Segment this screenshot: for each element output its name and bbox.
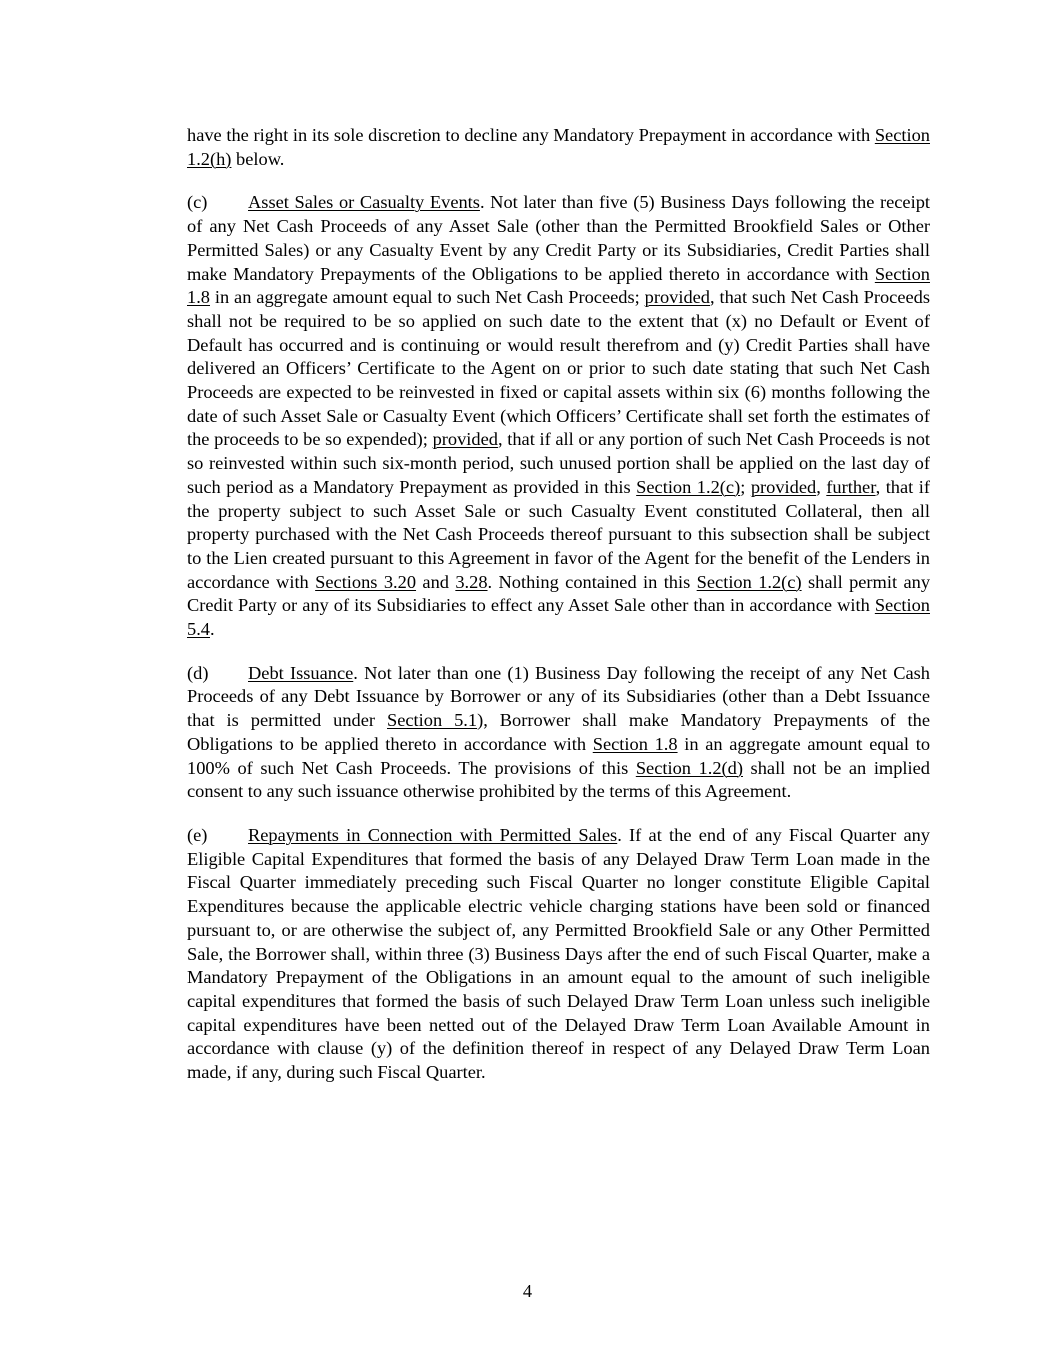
underlined-term: provided: [750, 476, 817, 497]
section-reference: 3.28: [455, 571, 488, 592]
document-body: [187, 124, 930, 1105]
text-run: . If at the end of any Fiscal Quarter any Eligible Capital Expenditures that formed the basis of any Delayed Draw Term Loan made in the Fiscal Quarter immediately preceding such Fiscal Quarter no longer constitute Eligible Capital Expenditures because the applicable electric vehicle charging stations have been sold or financed pursuant to, or are otherwise the subject of, any Permitted Brookfield Sale or any Other Permitted Sale, the Borrower shall, within three (3) Business Days after the end of such Fiscal Quarter, make a Mandatory Prepayment of the Obligations in an amount equal to the amount of such ineligible capital expenditures that formed the basis of such Delayed Draw Term Loan unless such ineligible capital expenditures have been netted out of the Delayed Draw Term Loan Available Amount in accordance with clause (y) of the definition thereof in respect of any Delayed Draw Term Loan made, if any, during such Fiscal Quarter.: [187, 824, 930, 1083]
clause-heading: Debt Issuance: [248, 662, 354, 683]
text-run: .: [210, 619, 215, 640]
section-reference: Sections 3.20: [315, 571, 417, 592]
section-reference: Section 5.1: [387, 710, 478, 731]
text-run: have the right in its sole discretion to decline any Mandatory Prepayment in accordance with: [187, 125, 875, 145]
paragraph-d-debt-issuance: [187, 662, 930, 804]
text-run: , that if the property subject to such Asset Sale or such Casualty Event constituted Collateral, then all property purchased with the Net Cash Proceeds thereof pursuant to this subsection shall be subject to the Lien created pursuant to this Agreement in favor of the Agent for the benefit of the Lenders in accordance with: [187, 476, 930, 592]
clause-heading: Asset Sales or Casualty Events: [248, 192, 480, 213]
underlined-term: provided: [644, 287, 710, 308]
text-run: below.: [231, 148, 285, 169]
text-run: . Not later than five (5) Business Days following the receipt of any Net Cash Proceeds of any Asset Sale (other than the Permitted Brookfield Sales or Other Permitted Sales) or any Casualty Event by any Credit Party or its Subsidiaries, Credit Parties shall make Mandatory Prepayments of the Obligations to be applied thereto in accordance with: [187, 192, 931, 284]
section-reference: Section 1.8: [187, 263, 930, 308]
clause-marker: (d): [187, 662, 209, 683]
text-run: in an aggregate amount equal to 100% of such Net Cash Proceeds. The provisions of this: [187, 733, 931, 778]
clause-marker: (c): [187, 192, 208, 213]
text-run: in an aggregate amount equal to such Net Cash Proceeds;: [210, 287, 645, 308]
underlined-term: further: [826, 476, 876, 497]
paragraph-e-permitted-sales: [187, 824, 930, 1085]
page-number: 4: [522, 1281, 533, 1301]
text-run: ), Borrower shall make Mandatory Prepayments of the Obligations to be applied thereto in accordance with: [187, 710, 930, 754]
section-reference: Section 1.2(d): [635, 757, 743, 778]
section-reference: Section 1.8: [592, 733, 678, 754]
text-run: and: [416, 571, 456, 592]
section-reference: Section 5.4: [187, 595, 930, 640]
clause-heading: Repayments in Connection with Permitted Sales: [248, 824, 618, 845]
text-run: shall permit any Credit Party or any of its Subsidiaries to effect any Asset Sale other than in accordance with: [187, 571, 931, 616]
text-run: . Not later than one (1) Business Day following the receipt of any Net Cash Proceeds of any Debt Issuance by Borrower or any of its Subsidiaries (other than a Debt Issuance that is permitted under: [187, 662, 930, 731]
paragraph-continuation: [187, 124, 930, 171]
text-run: ,: [816, 476, 827, 497]
clause-marker: (e): [187, 824, 208, 845]
text-run: , that if all or any portion of such Net Cash Proceeds is not so reinvested within such six-month period, such unused portion shall be applied on the last day of such period as a Mandatory Prepayment as provided in this: [187, 429, 931, 497]
text-run: ;: [740, 476, 751, 497]
section-reference: Section 1.2(c): [636, 476, 741, 497]
text-run: . Nothing contained in this: [487, 571, 697, 592]
section-reference: Section 1.2(h): [187, 125, 930, 169]
text-run: , that such Net Cash Proceeds shall not be required to be so applied on such date to the extent that (x) no Default or Event of Default has occurred and is continuing or would result therefrom and (y) Credit Parties shall have delivered an Officers’ Certificate to the Agent on or prior to such date stating that such Net Cash Proceeds are expected to be reinvested in fixed or capital assets within six (6) months following the date of such Asset Sale or Casualty Event (which Officers’ Certificate shall set forth the estimates of the proceeds to be so expended);: [187, 287, 930, 450]
paragraph-c-asset-sales: [187, 191, 930, 641]
text-run: shall not be an implied consent to any such issuance otherwise prohibited by the terms of this Agreement.: [187, 757, 931, 802]
section-reference: Section 1.2(c): [696, 571, 802, 592]
underlined-term: provided: [432, 429, 498, 450]
